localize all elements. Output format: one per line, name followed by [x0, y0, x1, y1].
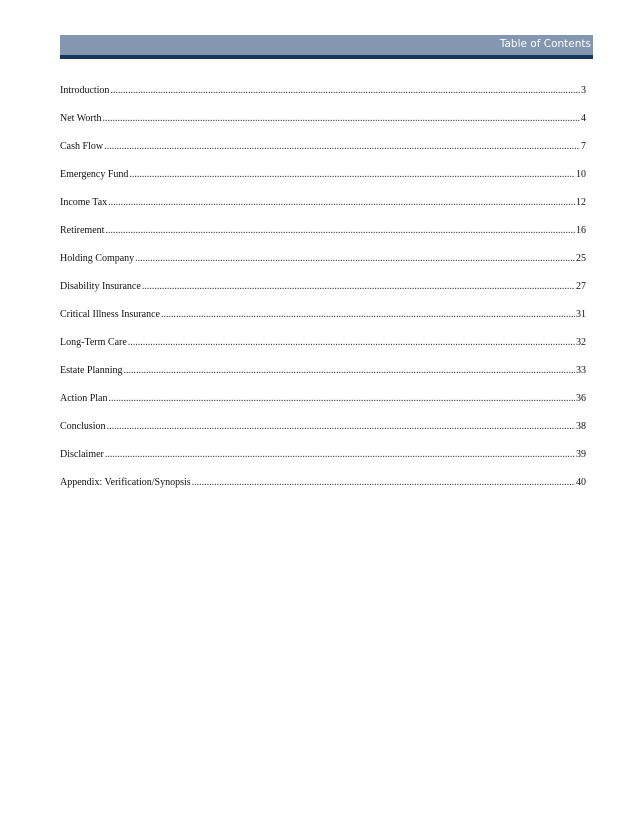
toc-entry-label: Disability Insurance — [60, 281, 141, 292]
toc-entry-page: 38 — [576, 421, 586, 432]
toc-entry-leader — [107, 420, 575, 434]
toc-entry[interactable] — [60, 336, 586, 364]
toc-entry-label: Emergency Fund — [60, 169, 129, 180]
toc-entry-label: Appendix: Verification/Synopsis — [60, 477, 191, 488]
toc-entry-label: Retirement — [60, 225, 105, 236]
toc-entry[interactable] — [60, 224, 586, 252]
toc-entry-page: 10 — [576, 169, 586, 180]
toc-entry-page: 3 — [581, 85, 586, 96]
toc-entry-label: Disclaimer — [60, 449, 104, 460]
toc-entry[interactable] — [60, 420, 586, 448]
toc-entry-label: Long-Term Care — [60, 337, 127, 348]
toc-entry-page: 31 — [576, 309, 586, 320]
toc-entry-leader — [192, 476, 575, 490]
toc-entry[interactable] — [60, 196, 586, 224]
header-bar — [60, 35, 593, 59]
toc-entry-label: Critical Illness Insurance — [60, 309, 160, 320]
toc-entry[interactable] — [60, 140, 586, 168]
toc-entry-page: 36 — [576, 393, 586, 404]
toc-entry-leader — [129, 168, 575, 182]
toc-entry-label: Action Plan — [60, 393, 108, 404]
toc-entry-leader — [135, 252, 575, 266]
toc-entry-label: Net Worth — [60, 113, 102, 124]
toc-entry-label: Holding Company — [60, 253, 135, 264]
toc-entry-leader — [128, 336, 575, 350]
toc-entry-page: 25 — [576, 253, 586, 264]
toc-entry-leader — [109, 392, 576, 406]
toc-entry-label: Conclusion — [60, 421, 106, 432]
toc-entry-page: 33 — [576, 365, 586, 376]
toc-entry-leader — [105, 224, 575, 238]
toc-entry[interactable] — [60, 84, 586, 112]
toc-entry-leader — [142, 280, 575, 294]
toc-entry-page: 12 — [576, 197, 586, 208]
toc-entry-label: Introduction — [60, 85, 110, 96]
toc-entry-page: 16 — [576, 225, 586, 236]
toc-entry[interactable] — [60, 448, 586, 476]
toc-entry-leader — [108, 196, 575, 210]
toc-entry[interactable] — [60, 112, 586, 140]
toc-entry-leader — [161, 308, 575, 322]
toc-entry-page: 27 — [576, 281, 586, 292]
toc-entry-leader — [104, 140, 580, 154]
toc-entry-label: Income Tax — [60, 197, 108, 208]
toc-entry[interactable] — [60, 392, 586, 420]
table-of-contents — [60, 84, 586, 504]
toc-entry-leader — [124, 364, 576, 378]
toc-entry-page: 39 — [576, 449, 586, 460]
toc-entry-page: 4 — [581, 113, 586, 124]
toc-entry-leader — [105, 448, 575, 462]
page-title: Table of Contents — [499, 38, 591, 50]
toc-entry-label: Cash Flow — [60, 141, 104, 152]
toc-entry[interactable] — [60, 364, 586, 392]
toc-entry[interactable] — [60, 168, 586, 196]
toc-entry-page: 7 — [581, 141, 586, 152]
toc-entry-page: 32 — [576, 337, 586, 348]
toc-entry[interactable] — [60, 476, 586, 504]
toc-entry[interactable] — [60, 252, 586, 280]
toc-entry[interactable] — [60, 308, 586, 336]
toc-entry-page: 40 — [576, 477, 586, 488]
toc-entry-label: Estate Planning — [60, 365, 123, 376]
toc-entry-leader — [103, 112, 580, 126]
toc-entry-leader — [110, 84, 580, 98]
toc-entry[interactable] — [60, 280, 586, 308]
